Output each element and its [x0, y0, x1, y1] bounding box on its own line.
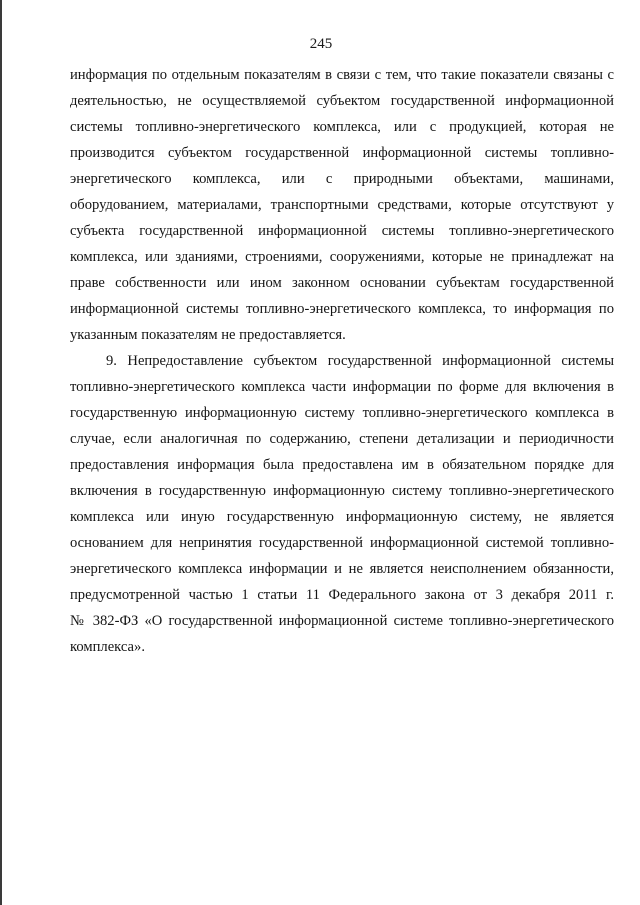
- text-line: комплекса или иную государственную информационную систему, не является: [70, 509, 614, 525]
- text-line: системы топливно-энергетического комплекса, или с продукцией, которая не: [70, 119, 614, 135]
- text-line: субъекта государственной информационной системы топливно-энергетического: [70, 223, 614, 239]
- text-line: государственную информационную систему топливно-энергетического комплекса в: [70, 405, 614, 421]
- text-line: включения в государственную информационную систему топливно-энергетического: [70, 483, 614, 499]
- text-line: указанным показателям не предоставляется.: [70, 327, 346, 343]
- text-line: предоставления информация была предоставлена им в обязательном порядке для: [70, 457, 614, 473]
- text-line: производится субъектом государственной информационной системы топливно-: [70, 145, 614, 161]
- text-line: топливно-энергетического комплекса части информации по форме для включения в: [70, 379, 614, 395]
- text-line: 9. Непредоставление субъектом государственной информационной системы: [106, 353, 614, 369]
- text-line: праве собственности или ином законном основании субъектам государственной: [70, 275, 614, 291]
- document-body: [70, 62, 614, 660]
- text-line: энергетического комплекса, или с природными объектами, машинами,: [70, 171, 614, 187]
- text-line: предусмотренной частью 1 статьи 11 Федерального закона от 3 декабря 2011 г.: [70, 587, 614, 603]
- paragraph-item-9: [70, 348, 614, 660]
- text-line: информация по отдельным показателям в связи с тем, что такие показатели связаны с: [70, 67, 614, 83]
- text-line: № 382-ФЗ «О государственной информационной системе топливно-энергетического: [70, 613, 614, 629]
- text-line: случае, если аналогичная по содержанию, степени детализации и периодичности: [70, 431, 614, 447]
- text-line: комплекса».: [70, 639, 145, 655]
- text-line: оборудованием, материалами, транспортными средствами, которые отсутствуют у: [70, 197, 614, 213]
- text-line: информационной системы топливно-энергетического комплекса, то информация по: [70, 301, 614, 317]
- text-line: основанием для непринятия государственной информационной системой топливно-: [70, 535, 614, 551]
- page-number: 245: [309, 36, 333, 52]
- paragraph-continuation: [70, 62, 614, 348]
- text-line: энергетического комплекса информации и не является неисполнением обязанности,: [70, 561, 614, 577]
- text-line: комплекса, или зданиями, строениями, сооружениями, которые не принадлежат на: [70, 249, 614, 265]
- text-line: деятельностью, не осуществляемой субъектом государственной информационной: [70, 93, 614, 109]
